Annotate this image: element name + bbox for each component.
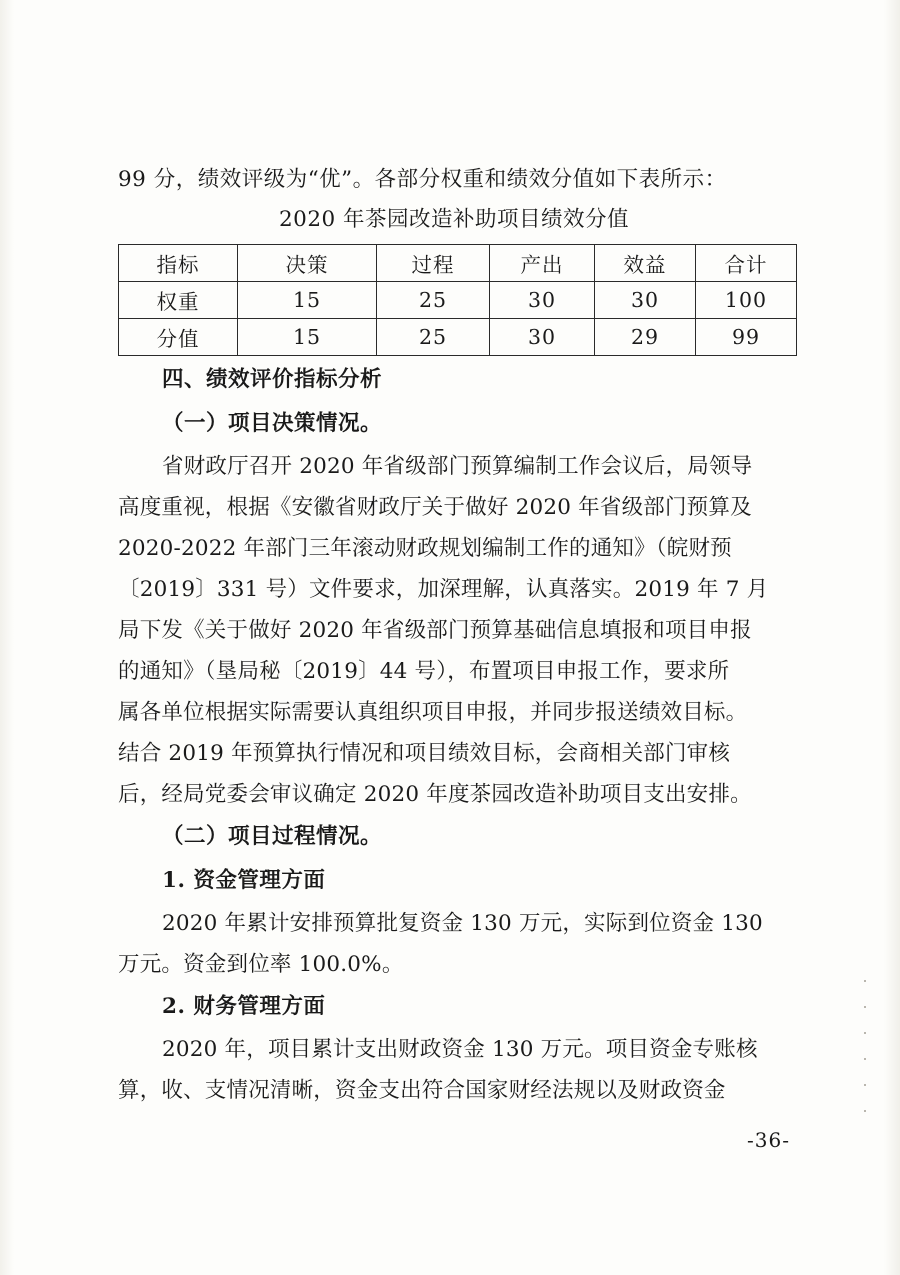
margin-marks: [864, 980, 870, 1150]
paragraph-line: 算，收、支情况清晰，资金支出符合国家财经法规以及财政资金: [118, 1078, 726, 1103]
paragraph-line: 〔2019〕331 号）文件要求，加深理解，认真落实。2019 年 7 月: [118, 577, 769, 602]
paragraph-line: 的通知》（垦局秘〔2019〕44 号），布置项目申报工作，要求所: [118, 659, 730, 684]
table-row: [119, 319, 797, 356]
table-cell: 29: [595, 319, 696, 356]
paragraph-line: 后，经局党委会审议确定 2020 年度茶园改造补助项目支出安排。: [118, 782, 752, 807]
table-cell: 15: [238, 282, 377, 319]
table-cell: 100: [696, 282, 797, 319]
paragraph-line: 万元。资金到位率 100.0%。: [118, 952, 404, 977]
table-header-cell: 效益: [595, 245, 696, 282]
paragraph-line: 2020-2022 年部门三年滚动财政规划编制工作的通知》（皖财预: [118, 536, 732, 561]
table-header-cell: 产出: [490, 245, 595, 282]
table-cell: 30: [490, 319, 595, 356]
subsection-b-heading: （二）项目过程情况。: [162, 824, 383, 849]
table-cell: 25: [377, 319, 490, 356]
table-cell: 25: [377, 282, 490, 319]
table-title: 2020 年茶园改造补助项目绩效分值: [278, 207, 630, 232]
item2-heading: 2. 财务管理方面: [162, 994, 326, 1019]
table-header-cell: 指标: [119, 245, 238, 282]
table-cell: 15: [238, 319, 377, 356]
table-header-cell: 合计: [696, 245, 797, 282]
paragraph-line: 省财政厅召开 2020 年省级部门预算编制工作会议后，局领导: [162, 454, 753, 479]
section-heading: 四、绩效评价指标分析: [162, 367, 383, 392]
paragraph-line: 属各单位根据实际需要认真组织项目申报，并同步报送绩效目标。: [118, 700, 748, 725]
table-header-cell: 过程: [377, 245, 490, 282]
scan-edge-right: [884, 0, 900, 1275]
table-row: [119, 282, 797, 319]
item1-heading: 1. 资金管理方面: [162, 868, 326, 893]
performance-score-table: [118, 244, 797, 356]
table-cell: 30: [490, 282, 595, 319]
table-cell: 分值: [119, 319, 238, 356]
intro-line: 99 分，绩效评级为“优”。各部分权重和绩效分值如下表所示：: [118, 167, 727, 192]
table-cell: 99: [696, 319, 797, 356]
paragraph-line: 2020 年累计安排预算批复资金 130 万元，实际到位资金 130: [162, 911, 763, 936]
scan-edge-left: [0, 0, 14, 1275]
table-cell: 30: [595, 282, 696, 319]
paragraph-line: 局下发《关于做好 2020 年省级部门预算基础信息填报和项目申报: [118, 618, 752, 643]
table-cell: 权重: [119, 282, 238, 319]
paragraph-line: 高度重视，根据《安徽省财政厅关于做好 2020 年省级部门预算及: [118, 495, 752, 520]
table-row: [119, 245, 797, 282]
subsection-a-heading: （一）项目决策情况。: [162, 411, 383, 436]
paragraph-line: 2020 年，项目累计支出财政资金 130 万元。项目资金专账核: [162, 1037, 758, 1062]
page-content: [118, 160, 790, 1111]
page-number: -36-: [747, 1128, 790, 1152]
paragraph-line: 结合 2019 年预算执行情况和项目绩效目标，会商相关部门审核: [118, 741, 731, 766]
table-header-cell: 决策: [238, 245, 377, 282]
